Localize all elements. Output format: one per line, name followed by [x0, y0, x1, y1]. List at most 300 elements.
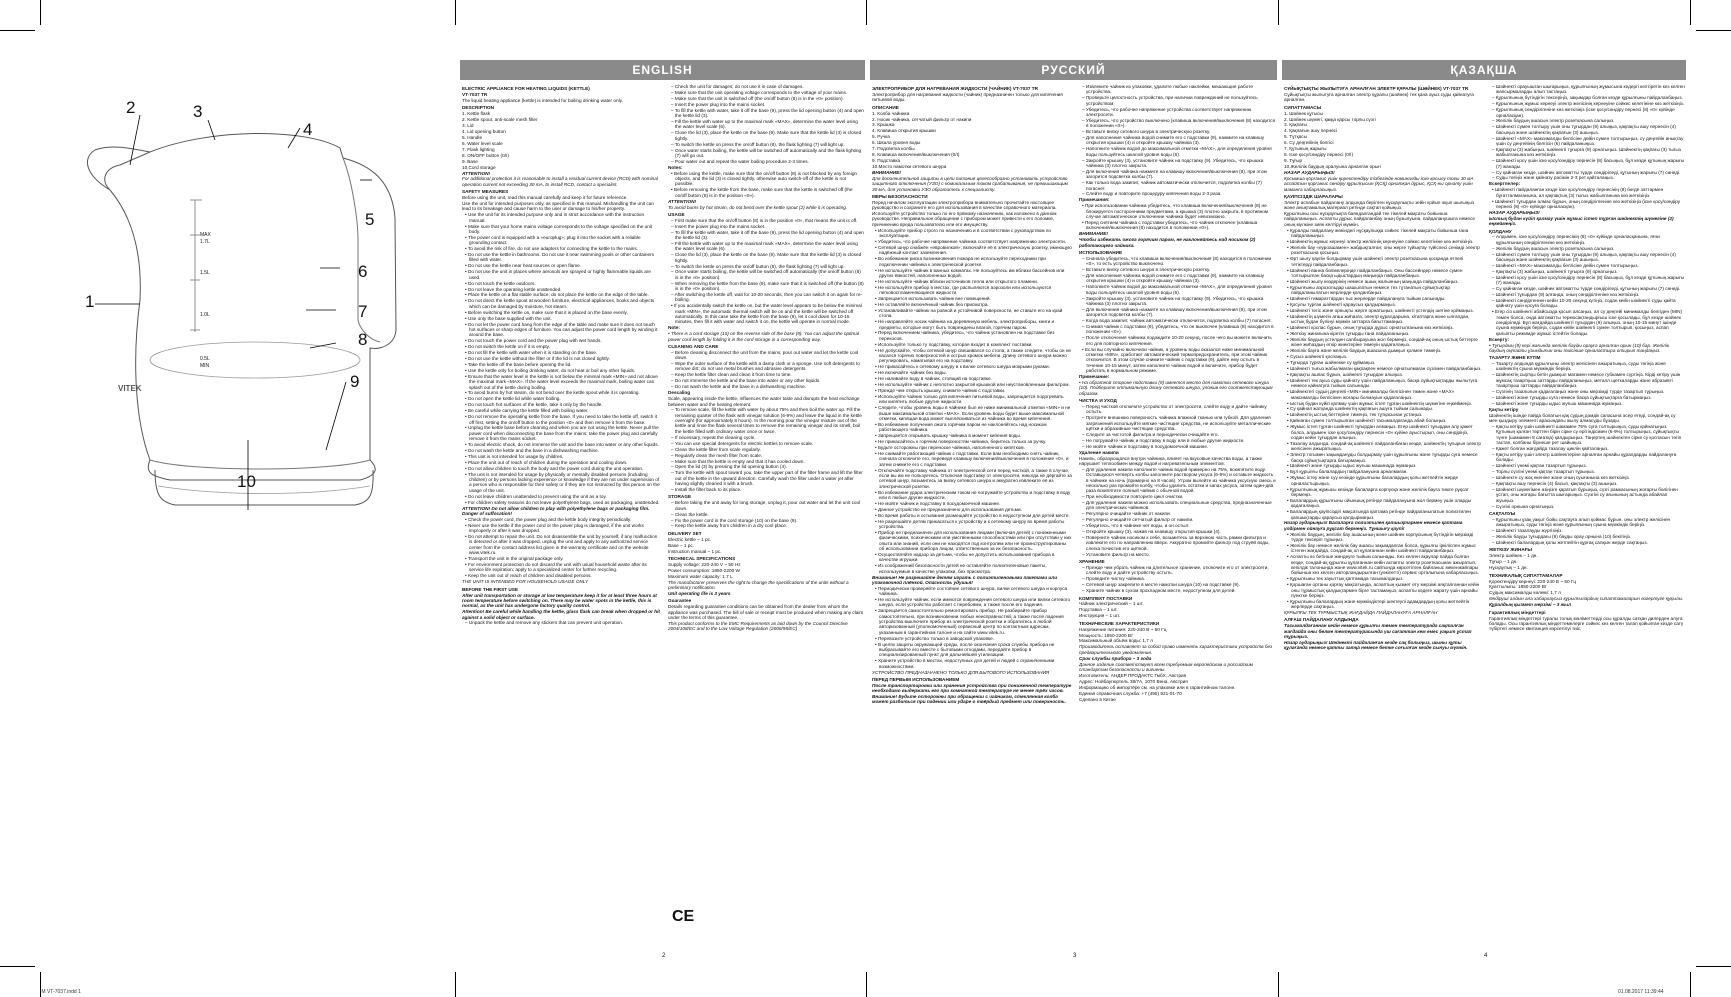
- kazakh-col-2: [1489, 84, 1685, 956]
- paragraph: – Шәйнекті шүмегімен өзіңізге қаратып бұрыңыз, сүзгі рамкасының жоғарғы бөлігінен ұстап, оны жоғары бағытта шығарыңыз. Сүзгіні су ағынының астында абайлап жуыңыз.: [1492, 487, 1678, 503]
- paragraph: Гарантиялық міндеттері туралы толық мәліметтерді осы құралды сатқан дилерден алуға болады. Осы гарантиялық міндеттемелерге сәйкес кез келген талап қойылған кезде сату түбіртегі немесе квитанция көрсетілуі тиіс.: [1489, 615, 1684, 632]
- paragraph: • Тұғырдың (9) кері жағында желілік бауды орауға арналған орын (10) бар. Желілік баудың оңтайлы ұзындығын оны тиісінше орналастыра отырып таңдаңыз.: [1489, 342, 1670, 353]
- crop-mark: [455, 0, 456, 25]
- paragraph: – Do not immerse the kettle and the base into water or any other liquids.: [671, 378, 821, 384]
- paragraph: – Шәйнекті орауыштан шығарыңыз, құрылғының жұмысына кедергі келтіретін кез келген жапсырмаларды алып тастаңыз.: [1492, 84, 1685, 95]
- callout-3: 3: [193, 102, 203, 121]
- paragraph: – Следите за чистотой фильтра и периодически очищайте его.: [1082, 431, 1219, 437]
- page-illustration: [40, 40, 455, 960]
- paragraph: • Do not switch the kettle on if it is empty.: [465, 344, 550, 350]
- section-heading: SAFETY MEASURES: [462, 189, 509, 195]
- brand-logo: VITEK: [118, 384, 142, 393]
- paragraph: • Do not leave the operating kettle unattended.: [465, 286, 562, 292]
- paragraph: ATTENTION!: [462, 170, 491, 176]
- paragraph: – Наполните чайник водой до максимальной отметки «MAX», для определения уровня воды пользуйтесь шкалой уровня воды (6).: [1082, 284, 1272, 295]
- paragraph: – Once water starts boiling, the kettle will be switched off automatically (the on/off button (8) is in the «0» position).: [671, 269, 861, 280]
- paragraph: Чайник электрический – 1 шт.: [1079, 601, 1144, 607]
- paragraph: • Желілік баудың, желілік бау ашасының және шәйнек корпусының бүтіндігін мерзімді түрде тексеріп тұрыңыз.: [1287, 531, 1474, 543]
- paragraph: • Do not fill the kettle with water when it is standing on the base.: [465, 350, 598, 356]
- paragraph: 4. Lid opening button: [462, 128, 506, 134]
- paragraph: – Алдымен, іске қосу/сөндіру пернесінің (8) «0» күйінде орналасқанына, яғни құрылғының сөндірілгеніне көз жеткізіңіз.: [1492, 234, 1660, 245]
- paragraph: – Fix the power cord in the cord storage (10) on the base (9).: [671, 517, 798, 523]
- paragraph: 10.Cord storage: [462, 164, 496, 170]
- paragraph: – Не мойте чайник и подставку в посудомоечной машине.: [1082, 443, 1209, 449]
- paragraph: THE UNIT IS INTENDED FOR HOUSEHOLD USAGE ONLY: [462, 579, 589, 585]
- paragraph: • Do not open the kettle lid while water boiling.: [465, 396, 561, 402]
- paragraph: Power consumption: 1850-2200 W: [668, 567, 740, 573]
- section-heading: USAGE: [668, 211, 685, 217]
- section-heading: ELECTRIC APPLIANCE FOR HEATING LIQUIDS (KETTLE): [462, 86, 590, 91]
- paragraph: Данное изделие соответствует всем требуемым европейским и российским стандартам безопасности и гигиены.: [1079, 661, 1253, 672]
- paragraph: • Бұл құрылғы балалардың пайдалануына арналмаған.: [1287, 469, 1408, 475]
- paragraph: – Поверните чайник носиком к себе, возьмитесь за верхнюю часть рамки фильтра и извлеките его по направлению вверх. Аккуратно промойте фильтр под струёй воды, слегка почистив его щёткой.: [1082, 535, 1270, 551]
- paragraph: Ескертпелер:: [1489, 181, 1521, 187]
- paragraph: – Check the unit for damages; do not use it in case of damages.: [671, 84, 804, 89]
- paragraph: • Не оставляйте включённый чайник без присмотра.: [875, 301, 989, 307]
- paragraph: – To switch the kettle on press the on/off button (8), the flask lighting (7) will light up.: [671, 141, 845, 147]
- section-heading: СИПАТТАМАСЫ: [1284, 104, 1322, 110]
- paragraph: – Желілік баудың ашасын электр розеткасына салыңыз.: [1492, 245, 1615, 251]
- paragraph: • Құрылғыны тек зауыттық қаптамада тасымалдаңыз.: [1287, 576, 1404, 582]
- paragraph: Электр шәйнек – 1 дн.: [1489, 553, 1538, 559]
- paragraph: Ыстық будан күйіп қалмау үшін жұмыс істеп тұрған шәйнектің шүмегіне (2) еңкеймеңіз.: [1489, 215, 1674, 227]
- paragraph: Тасымалдағаннан кейін немесе құрылғы төмен температурада сақталған жағдайда оны бөлме температурасында үш сағаттан кем емес уақыт ұстап тұрыңыз.: [1284, 623, 1472, 640]
- paragraph: • Шәйнекті тек ауыз суды қайнату үшін пайдаланыңыз, басқа сұйықтықтарды жылытуға немесе қайнатуға тыйым салынады.: [1287, 377, 1478, 389]
- paragraph: – Для включения чайника нажмите на клавишу включения/выключения (8), при этом загорится подсветка колбы (7).: [1082, 168, 1267, 180]
- paragraph: – Сүзгіні орнына орнатыңыз.: [1492, 503, 1555, 509]
- paragraph: – Проведите чистку чайника.: [1082, 576, 1146, 582]
- section-heading: ҚОЛДАНУ: [1489, 228, 1512, 234]
- paragraph: 10.Желілік баудың оралуына арналған орын: [1284, 164, 1381, 169]
- crop-mark: [1278, 972, 1279, 997]
- paragraph: • Запрещается открывать крышку чайника в момент кипения воды.: [875, 433, 1022, 439]
- paragraph: Details regarding guarantee conditions can be obtained from the dealer from whom the appliance was purchased. The bill of sale or receipt must be produced when making any claim under the terms of this guarantee.: [668, 604, 864, 620]
- section-heading: КОМПЛЕКТ ПОСТАВКИ: [1079, 595, 1133, 601]
- paragraph: – Храните чайник в сухом прохладном месте, недоступном для детей.: [1082, 588, 1236, 594]
- paragraph: 8. Іске қосу/сөндіру пернесі (0/I): [1284, 152, 1354, 158]
- paragraph: ATTENTION! Do not allow children to play with polyethylene bags or packaging film. Danger of suffocation!: [462, 505, 650, 516]
- paragraph: • Запрещается использовать чайник вне помещений.: [875, 296, 991, 302]
- paragraph: – To fill the kettle with water, take it off the base (9), press the lid opening button (4) and open the kettle lid (3).: [671, 107, 864, 119]
- paragraph: • Шәйнекті пайдаланған кезде іске қосу/сөндіру пернесінің (8) бөгде заттармен бұғатталмағанына, ал қақпақтың (3) тығыз жабылғанына көз жеткізіңіз.: [1492, 187, 1664, 198]
- paragraph: 7. Құтының жарығы: [1284, 146, 1327, 152]
- paragraph: 3. Крышка: [872, 122, 895, 128]
- scale-17: 1.7L: [200, 239, 210, 245]
- paragraph: – Суды төгіңіз және қайнату рәсімін 2-3 рет қайталаңыз.: [1492, 175, 1614, 181]
- paragraph: Напряжение питания: 220-240 В ~ 50 Гц: [1079, 626, 1167, 632]
- paragraph: – Шәйнекті тұғырдан (9) алғанда, оның сөндірілгеніне көз жеткізіңіз.: [1492, 292, 1640, 298]
- paragraph: • To avoid electric shock, do not immerse the unit and the base into water or any other liquids.: [465, 442, 659, 448]
- paragraph: – Извлеките чайник из упаковки, удалите любые наклейки, мешающие работе устройства.: [1082, 84, 1253, 95]
- paragraph: – Откройте крышку (3), нажав на клавишу открытия крышки (4).: [1082, 529, 1221, 535]
- paragraph: – Open the lid (3) by pressing the lid opening button (4).: [671, 464, 787, 470]
- section-heading: TECHNICAL SPECIFICATIONS: [668, 555, 736, 561]
- paragraph: Срок службы прибора – 3 года: [1079, 655, 1152, 661]
- kazakh-page-number: 4: [1484, 953, 1488, 959]
- russian-col-1: [872, 84, 1072, 956]
- russian-col-2: [1079, 84, 1276, 956]
- paragraph: – Қақпақты ашу пернесін (4) басып, қақпақты (3) ашыңыз.: [1492, 481, 1618, 487]
- paragraph: • Используйте чайник только для кипячения питьевой воды, запрещается подогревать или кипятить любые другие жидкости.: [875, 394, 1064, 405]
- paragraph: • Жұмыс істеп тұрған шәйнекті тұғырдан алмаңыз. Егер шәйнекті тұғырдан алу қажет болса, алдымен іске қосу/сөндіру пернесін «0» күйіне ауыстырып, оны сөндіріңіз, содан кейін тұғырдан алыңыз.: [1287, 424, 1473, 440]
- paragraph: – Құрылғының жұмыс кернеуі электр желісінің кернеуіне сәйкес келетініне көз жеткізіңіз.: [1492, 101, 1685, 107]
- paragraph: Қосымша қорғаныс үшін қоректендіру тізбегінде номиналды іске қосылу тогы 30 мА аспайтын қорғаныс сөндіру құрылғысын (ҚСҚ) орнатқан дұрыс, ҚСҚ-ны орнату үшін маманға хабарласыңыз.: [1284, 175, 1474, 192]
- paragraph: Unit operating life is 3 years: [668, 590, 731, 596]
- paragraph: ҚҰРЫЛҒЫ ТЕК ТҰРМЫСТЫҚ ЖАҒДАЙДА ПАЙДАЛАНУҒА АРНАЛҒАН: [1284, 610, 1438, 616]
- paragraph: • Do not use the kettle near heat sources or open flame.: [465, 263, 582, 269]
- paragraph: – Insert the power plug into the mains socket.: [671, 223, 766, 229]
- paragraph: – Наполните чайник водой до максимальной отметки «MAX», для определения уровня воды пользуйтесь шкалой уровня воды (6).: [1082, 146, 1272, 157]
- section-heading: ЧИСТКА И УХОД: [1079, 397, 1117, 403]
- paragraph: – Для наполнения чайника водой снимите его с подставки (9), нажмите на клавишу открытия крышки (4) и откройте крышку чайника (3).: [1082, 273, 1265, 284]
- paragraph: Instruction manual – 1 pc.: [668, 548, 722, 554]
- paragraph: 2. Kettle spout, anti-scale mesh filter: [462, 117, 538, 123]
- paragraph: Notes:: [668, 164, 683, 170]
- paragraph: Назар аударыңыз! Балаларға полиэтилен қапшықтармен немесе қаптама үлдірмен ойнауға рұқсат бермеңіз. Тұншығу қаупі!: [1284, 520, 1463, 531]
- scale-min: MIN: [200, 363, 210, 369]
- paragraph: Перед началом эксплуатации электроприбора внимательно прочитайте настоящее руководство и сохраните его для использования в качестве справочного материала.: [872, 199, 1057, 211]
- paragraph: Supply voltage: 220-240 V ~ 50 Hz: [668, 561, 741, 567]
- paragraph: • На обратной стороне подставки (9) имеется место для намотки сетевого шнура (10). Подберите оптимальную длину сетевого шнура, уложив его соответствующим образом.: [1079, 379, 1273, 396]
- paragraph: For additional protection it is reasonable to install a residual current device (RCD) with nominal operation current not exceeding 30 mA, to install RCD, contact a specialist.: [462, 176, 658, 187]
- paragraph: Накипь, образующаяся внутри чайника, влияет на вкусовые качества воды, а также нарушает теплообмен между водой и нагревательным элементом.: [1079, 455, 1263, 466]
- paragraph: • Не используйте чайник, если имеются повреждения сетевого шнура или вилки сетевого шнура, если устройство работает с перебоями, а также после его падения.: [875, 597, 1071, 608]
- paragraph: – Для удаления накипи можно использовать специальные средства, предназначенные для электрических чайников.: [1082, 500, 1272, 511]
- paragraph: • To avoid the risk of fire, do not use adapters for connecting the kettle to the mains.: [465, 246, 639, 252]
- paragraph: • Не прикасайтесь к горячим поверхностям чайника, беритесь только за ручку.: [875, 439, 1047, 445]
- paragraph: • Во избежание получения ожога горячим паром не наклоняйтесь над носиком работающего чайника.: [875, 421, 1047, 433]
- section-heading: МЕРЫ БЕЗОПАСНОСТИ: [872, 193, 928, 199]
- crop-mark: [1690, 0, 1691, 25]
- paragraph: • Қақпақты ашпас бұрын, шәйнекті тұғырдан алыңыз.: [1287, 372, 1403, 378]
- paragraph: – Pour water out and repeat the water boiling procedure 2-3 times.: [671, 158, 809, 164]
- paragraph: 6. Шкала уровня воды: [872, 140, 921, 146]
- paragraph: • Желілік баудың үстелден салбырауына жол бермеңіз, сондай-ақ оның ыстық беттерге және жиһаздың өткір жиектеріне тимеуін қадағалаңыз.: [1287, 337, 1478, 348]
- paragraph: • Take the kettle off the base before opening the lid.: [465, 361, 572, 367]
- paragraph: • Перед включением чайника, убедитесь, что чайник установлен на подставке без перекосов.: [875, 330, 1055, 341]
- paragraph: 4. Қақпағын ашу пернесі: [1284, 128, 1338, 134]
- paragraph: Қуаттылығы: 1850-2200 Вт: [1489, 584, 1547, 590]
- paragraph: • Не снимайте работающий чайник с подставки. Если вам необходимо снять чайник, сначала отключите его, переведя клавишу включения/выключения в положение «0», и затем снимите его с подставки.: [875, 451, 1069, 467]
- paragraph: Мощность: 1850-2200 Вт: [1079, 632, 1133, 638]
- scale-max: MAX: [200, 232, 211, 238]
- section-heading: ЖЕТКІЗУ ЖИНАҒЫ: [1489, 547, 1532, 553]
- paragraph: • There is a cord storage (10) on the reverse side of the base (9). You can adjust the optimal power cord length by folding it in the cord storage in a corresponding way.: [668, 331, 859, 342]
- paragraph: • Храните устройство в местах, недоступных для детей и людей с ограниченными возможностями.: [875, 658, 1055, 669]
- paragraph: – Регулярно очищайте сетчатый фильтр от накипи.: [1082, 517, 1194, 523]
- paragraph: • Place the kettle on a flat stable surface; do not place the kettle on the edge of the table.: [465, 292, 649, 298]
- paragraph: – Убедитесь, что в чайнике нет воды, и он остыл.: [1082, 523, 1190, 529]
- paragraph: Electric kettle – 1 pc.: [668, 536, 712, 542]
- paragraph: • Keep the unit out of reach of children and disabled persons.: [465, 573, 592, 579]
- paragraph: • Электр тогымен зақымдануды болдырмау үшін құрылғыны және тұғырды суға немесе басқа сұйықтықтарға батырмаңыз.: [1287, 452, 1478, 463]
- paragraph: • Не мойте чайник и подставку в посудомоечной машине.: [875, 500, 1001, 506]
- paragraph: – When removing the kettle from the base (9), make sure that it is switched off (the button (8) is in the «0» position).: [671, 280, 864, 292]
- paragraph: – Fill the kettle with water up to the maximal mark «MAX», determine the water level using the water level scale (6).: [671, 240, 858, 252]
- paragraph: Внимание! Будьте осторожны при обращении с чайником, стеклянная колба может разбиться при падении или ударе о твёрдый предмет или поверхность.: [872, 694, 1066, 705]
- paragraph: – Перед чисткой отключите устройство от электросети, слейте воду и дайте чайнику остыть.: [1082, 403, 1267, 415]
- crop-mark: [0, 30, 35, 31]
- paragraph: Қоректендіру кернеуі: 220-240 В ~ 50 Гц: [1489, 578, 1577, 584]
- paragraph: • Be careful while carrying the kettle filled with boiling water.: [465, 408, 589, 414]
- footer-timestamp: 01.08.2017 11:39:44: [1618, 989, 1664, 995]
- paragraph: 7. Flask lighting: [462, 146, 495, 152]
- paragraph: 9. Base: [462, 158, 478, 164]
- paragraph: • Ensure that the water level in the kettle is not below the minimal mark «MIN» and not above the maximal mark «MAX». If the water level exceeds the maximal mark, boiling water can splash out of the kettle during boiling.: [465, 373, 658, 390]
- paragraph: – Су қайнаған кезде, шәйнек автоматты түрде сөндіріледі, құтының жарығы (7) сөнеді.: [1492, 169, 1681, 175]
- paragraph: – Вставьте вилку сетевого шнура в электрическую розетку.: [1082, 129, 1211, 135]
- paragraph: • Не используйте чайник вблизи источников тепла или открытого пламени.: [875, 278, 1039, 284]
- paragraph: After unit transportation or storage at low temperature keep it for at least three hours at room temperature before switching on. There may be water spots in the kettle, this is normal, as the unit has undergone factory quality control.: [462, 592, 657, 609]
- paragraph: • Во время работы и остывания размещайте устройство в недоступном для детей месте.: [875, 512, 1070, 518]
- paragraph: Судың максималды көлемі: 1,7 л: [1489, 590, 1561, 596]
- paragraph: Информацию об импортёре см. на упаковке или в гарантийном талоне.: [1079, 684, 1236, 690]
- paragraph: – Когда вода закипит, чайник автоматически отключится, подсветка колбы (7) погаснет.: [1082, 318, 1272, 324]
- paragraph: • Құрылғыны аэрозольдар шашылатын немесе тез тұтанатын сұйықтықтар пайдаланылатын жерлерде қолданбаңыз.: [1287, 284, 1451, 296]
- paragraph: • The unit is not intended for usage by physically or mentally disabled persons (including children) or by persons lacking experience or knowledge if they are not under supervision of a person who is responsible for their safety or if they are not instructed by this person on the usage of the unit.: [465, 471, 660, 493]
- paragraph: Нұсқаулық – 1 дн.: [1489, 565, 1528, 571]
- paragraph: – Регулярно очищайте чайник от накипи.: [1082, 511, 1171, 517]
- paragraph: • For children safety reasons do not leave polyethylene bags, used as packaging, unattended.: [465, 499, 660, 505]
- paragraph: – Шәйнекті сумен толтыру үшін оны тұғырдан (9) алыңыз, қақпақты ашу пернесін (4) басыңыз және шәйнектің қақпағын (3) ашыңыз.: [1492, 251, 1676, 262]
- paragraph: • To avoid burns by hot steam, do not bend over the kettle spout while it is operating.: [465, 390, 640, 396]
- paragraph: • If you accidentally switch the kettle on, but the water level appears to be below the minimal mark «MIN», the automatic thermal switch will be on and the kettle will be switched off automatically. In this case take the kettle from the base (9), let it cool down for 10-15 minutes, then fill it with water and switch it on, the kettle will operate in normal mode.: [671, 303, 862, 325]
- kazakh-col-1: [1284, 84, 1482, 956]
- crop-mark: [1690, 972, 1691, 997]
- paragraph: 10.Место намотки сетевого шнура: [872, 164, 947, 169]
- paragraph: • Прежде чем открыть крышку, снимите чайник с подставки.: [875, 388, 1006, 394]
- section-heading: ЭЛЕКТРОПРИБОР ДЛЯ НАГРЕВАНИЯ ЖИДКОСТИ (ЧАЙНИК) VT-7037 TR: [872, 86, 1038, 91]
- paragraph: • Шәйнектегі судың деңгейі «MIN» минималды белгісінен төмен және «MAX» максималды белгісінен жоғары болмауын қадағалаңыз.: [1287, 389, 1455, 400]
- paragraph: • Используйте только ту подставку, которая входит в комплект поставки.: [875, 341, 1033, 347]
- paragraph: • Қайнаған сумен толтырылған шәйнекті тасымалдағанда абай болыңыз.: [1287, 418, 1447, 424]
- paragraph: 7. Подсветка колбы: [872, 146, 915, 152]
- paragraph: – Құрылғының бүтіндігін тексеріңіз, зақымдар болған кезде құрылғыны пайдаланбаңыз.: [1492, 95, 1683, 101]
- paragraph: • The power cord is equipped with a «europlug»; plug it into the socket with a reliable grounding contact.: [465, 234, 641, 246]
- paragraph: Note:: [668, 325, 680, 331]
- paragraph: – Сначала убедитесь, что клавиша включения/выключения (8) находится в положении «0», то есть устройство выключено.: [1082, 255, 1272, 267]
- paragraph: – Проверьте целостность устройства, при наличии повреждений не пользуйтесь устройством.: [1082, 95, 1258, 106]
- paragraph: – To remove scale, fill the kettle with water by about 75% and then boil the water up. Fill the remaining quarter of the flask with vinegar solution (6-9%) and leave the liquid in the kettle overnight (for approximately 8 hours). In the morning pour the vinegar mixture out of the kettle and rinse the flask several times to remove the remaining vinegar and its smell, boil the kettle filled with ordinary water once or twice.: [671, 407, 862, 434]
- paragraph: • Unplug the kettle base before cleaning and when you are not using the kettle. Never pull the power cord when disconnecting the base from the mains; take the power plug and carefully remove it from the mains socket.: [465, 425, 659, 442]
- section-heading: CLEANING AND CARE: [668, 343, 719, 349]
- crop-mark: [866, 0, 867, 25]
- paragraph: 9. Подставка: [872, 158, 901, 164]
- paragraph: – Clean the kettle filter from scale regularly.: [671, 446, 761, 452]
- paragraph: Используйте устройство только по его прямому назначению, как изложено в данном руководстве. Неправильное обращение с прибором может привести к его поломке, причинению вреда пользователю или его имуществу.: [872, 211, 1057, 227]
- paragraph: – Шәйнекті үнемі қақтан тазартып тұрыңыз.: [1492, 463, 1587, 469]
- paragraph: – Сүзгінің тазалығын қадағалаңыз және оны мерзімді түрде тазартып тұрыңыз.: [1492, 389, 1665, 395]
- paragraph: – Keep the kettle filter clean and clean it from time to time.: [671, 372, 792, 378]
- crop-mark: [455, 972, 456, 997]
- paragraph: • Су қайнап жатқанда шәйнектің қақпағын ашуға тыйым салынады.: [1287, 406, 1434, 412]
- paragraph: Қақты кетіру: [1489, 406, 1519, 412]
- section-heading: ТЕХНИЧЕСКИЕ ХАРАКТЕРИСТИКИ: [1079, 620, 1160, 626]
- paragraph: • В целях защиты окружающей среды, после окончания срока службы прибора не выбрасывайте его вместе с бытовыми отходами, передайте прибор в специализированный пункт для дальнейшей утилизации.: [875, 641, 1055, 658]
- paragraph: – Су қайнаған кезде, шәйнек автоматты түрде сөндіріледі, құтының жарығы (7) сөнеді.: [1492, 286, 1681, 292]
- section-heading: DESCRIPTION: [462, 105, 495, 111]
- paragraph: • Во избежание удара электрическим током не погружайте устройство и подставку в воду или в любые другие жидкости.: [875, 489, 1071, 500]
- paragraph: Сделано в Китае: [1079, 696, 1116, 702]
- paragraph: – Fill the kettle with water up to the maximal mark «MAX», determine the water level using the water level scale (6).: [671, 119, 858, 130]
- paragraph: 1. Kettle flask: [462, 111, 491, 117]
- callout-9: 9: [350, 372, 360, 391]
- paragraph: • Use the unit for its intended purpose only and in strict accordance with the instruction manual.: [465, 212, 645, 223]
- paragraph: • Do not wash the kettle and the base in a dishwashing machine.: [465, 448, 600, 454]
- paragraph: Назар аударыңыз! Шәйнекті пайдаланған кезде сақ болыңыз, шыны құты құлағанда немесе қатты затқа немесе бетке соғылған кезде сынуы мүмкін.: [1284, 640, 1468, 651]
- paragraph: • Егер сіз шәйнекті абайсызда қосып алсаңыз, ал су деңгейі минималды белгіден (MIN) төмен болса, онда автоматты термосақтандырғыш іске қосылады, бұл кезде шәйнек сөндіріледі. Бұл жағдайда шәйнекті тұғырдан (9) алыңыз, оның 10-15 минут ішінде суына мүмкіндік беріңіз, содан кейін шәйнекті сумен толтырып, қосыңыз, аспап қалыпты режимде жұмыс істейтін болады.: [1492, 309, 1683, 336]
- paragraph: – Make sure that the kettle is empty and that it has cooled down.: [671, 458, 805, 464]
- paragraph: ATTENTION!: [668, 198, 697, 204]
- paragraph: • Шәйнекті ғимараттардан тыс жерлерде пайдалануға тыйым салынады.: [1287, 296, 1446, 302]
- section-heading: Guarantee: [668, 598, 692, 604]
- paragraph: – Қажет болған жағдайда тазалау циклін қайталаңыз.: [1492, 446, 1609, 452]
- paragraph: VT-7037 TR: [462, 91, 488, 97]
- paragraph: – Clean the kettle.: [671, 511, 709, 517]
- paragraph: – Before cleaning disconnect the unit from the mains, pour out water and let the kettle cool down.: [671, 349, 859, 361]
- callout-2: 2: [126, 98, 136, 117]
- paragraph: – Убедитесь, что рабочее напряжение устройства соответствует напряжению электросети.: [1082, 106, 1252, 117]
- paragraph: • Check the power cord, the power plug and the kettle body integrity periodically.: [465, 516, 632, 522]
- paragraph: – Before taking the unit away for long storage, unplug it, pour out water and let the unit cool down.: [671, 500, 861, 511]
- paragraph: Attention! Be careful while handling the kettle, glass flask can break when dropped or hit against a solid object or surface.: [462, 609, 660, 620]
- paragraph: • Тұғырда тұрған шәйнекке су құймаңыз.: [1287, 360, 1376, 366]
- callout-6: 6: [358, 262, 368, 281]
- paragraph: – Keep the kettle away from children in a dry cool place.: [671, 523, 788, 529]
- paragraph: • Используйте прибор строго по назначению и в соответствии с руководством по эксплуатации.: [875, 227, 1052, 239]
- paragraph: • Ыстық будан күйіп қалмау үшін жұмыс істеп тұрған шәйнектің шүмегіне еңкеймеңіз.: [1287, 400, 1472, 406]
- paragraph: • This unit is not intended for usage by children.: [465, 453, 564, 459]
- paragraph: – You can use special detergents for electric kettles to remove scale.: [671, 440, 814, 446]
- paragraph: – Құрылғының сөндірілгеніне көз жеткізіңіз (іске қосу/сөндіру пернесі (8) «0» күйінде орналасқан).: [1492, 107, 1675, 118]
- paragraph: Құралдың қызмет мерзімі – 3 жыл: [1489, 602, 1572, 608]
- section-heading: DELIVERY SET: [668, 530, 702, 536]
- paragraph: • Не используйте прибор в местах, где распыляются аэрозоли или используются легковоспламеняющиеся жидкости.: [875, 284, 1052, 296]
- paragraph: • Аспапты өз бетінше жөндеуге тыйым салынады. Кез келген ақаулар пайда болған кезде, сондай-ақ құрылғы құлағаннан кейін аспапты электр розеткасынан ажыратып, кепілдік талонында және www.vitek.ru сайтында көрсетілген байланыс мекенжайлары бойынша кез келген авторландырылған (уәкілетті) сервис орталығына хабарласыңыз.: [1287, 554, 1479, 576]
- paragraph: – Шәйнектің сыртқы бетін дымқыл матамен немесе губкамен сүртіңіз. Кірді кетіру үшін жұмсақ тазартқыш заттарды пайдаланыңыз, металл щеткаларды және абразивті тазартқыш заттарды пайдаланбаңыз.: [1492, 372, 1681, 389]
- paragraph: • Шәйнекті қоспас бұрын, оның тұғырда дұрыс орнатылғанына көз жеткізіңіз.: [1287, 325, 1454, 331]
- kettle-illustration: [40, 40, 455, 960]
- paragraph: Ескерту:: [1489, 336, 1510, 342]
- paragraph: • Осуществляйте надзор за детьми, чтобы не допустить использования прибора в качестве игрушки.: [875, 551, 1055, 563]
- paragraph: – Для включения чайника нажмите на клавишу включения/выключения (8), при этом загорится подсветка колбы (7).: [1082, 306, 1267, 318]
- paragraph: НАЗАР АУДАРЫҢЫЗ!: [1489, 209, 1540, 215]
- paragraph: 8. ON/OFF button (0/I): [462, 152, 509, 158]
- english-col-1: [462, 84, 661, 956]
- paragraph: – Do not wash the kettle and the base in a dishwashing machine.: [671, 384, 806, 390]
- paragraph: • Не используйте чайник с неплотно закрытой крышкой или неустановленным фильтром.: [875, 382, 1070, 388]
- section-heading: АЛҒАШ ПАЙДАЛАНУ АЛДЫНДА: [1284, 617, 1359, 623]
- paragraph: • Never use the kettle if the power cord or the power plug is damaged, if the unit works improperly or after it was dropped.: [465, 522, 644, 534]
- paragraph: • Балалардың құрылғыны ойыншық ретінде пайдалануына жол бермеу үшін оларды қадағалаңыз.: [1287, 497, 1472, 509]
- paragraph: После транспортировки или хранения устройства при пониженной температуре необходимо выдержать его при комнатной температуре не менее трёх часов.: [872, 682, 1072, 694]
- scale-05: 0.5L: [200, 356, 210, 362]
- paragraph: – Шәйнекті және тұғырды ыдыс жуғыш машинада жумаңыз.: [1492, 400, 1623, 406]
- paragraph: • Не допускайте, чтобы сетевой шнур свешивался со стола, а также следите, чтобы он не касался горячих поверхностей и острых кромок мебели. Длину сетевого шнура можно регулировать, наматывая его на подставку.: [875, 347, 1072, 364]
- paragraph: – Установите фильтр на место.: [1082, 551, 1150, 557]
- paragraph: Производитель оставляет за собой право изменять характеристики устройств без предварительного уведомления.: [1079, 644, 1273, 655]
- paragraph: – Шәйнекті тазалауды жүргізіңіз.: [1492, 528, 1563, 534]
- paragraph: Descaling: [668, 390, 691, 396]
- paragraph: 6. Су деңгейінің белгісі: [1284, 140, 1334, 146]
- paragraph: • Do not use the unit in places where aerosols are sprayed or highly flammable liquids are used.: [465, 269, 651, 280]
- paragraph: 5. Тұтқасы: [1284, 134, 1307, 140]
- paragraph: • Устанавливайте чайник на ровной и устойчивой поверхности, не ставьте его на край стола.: [875, 307, 1063, 319]
- paragraph: – Шәйнекті «MAX» максималды белгісіне дейін сумен толтырыңыз, су деңгейін анықтау үшін су деңгейінің белгісін (6) пайдаланыңыз.: [1492, 135, 1684, 146]
- paragraph: – First make sure that the on/off button (8) is in the position «0», that means the unit is off.: [671, 217, 858, 223]
- paragraph: • Do not touch the power cord and the power plug with wet hands.: [465, 338, 602, 344]
- paragraph: Электроприбор для нагревания жидкости (чайник) предназначен только для кипячения питьевой воды.: [872, 91, 1063, 103]
- paragraph: – Шәйнекті сөндіргеннен кейін 10-20 секунд күтіңіз, содан кейін шәйнекті суды қайта қайнату үшін қосуға болады.: [1492, 297, 1676, 309]
- english-header: ENGLISH: [460, 60, 865, 80]
- paragraph: 9. Тұғыр: [1284, 158, 1303, 164]
- paragraph: Before using the unit, read this manual carefully and keep it for future reference.: [462, 195, 628, 201]
- section-heading: ОПИСАНИЕ: [872, 104, 899, 110]
- paragraph: Внимание! Не разрешайте детям играть с полиэтиленовыми пакетами или упаковочной плёнкой. Опасность удушья!: [872, 574, 1058, 585]
- paragraph: – Install the filter back to its place.: [671, 487, 742, 492]
- paragraph: 2. Шәйнек шүмегі, қаққа қарсы торлы сүзгі: [1284, 116, 1376, 122]
- paragraph: – Для удаления накипи наполните чайник водой примерно на 75%, вскипятите воду. Оставшуюся четверть колбы заполните раствором уксуса (6-9%) и оставьте жидкость в чайнике на ночь (примерно на 8 часов). Утром вылейте из чайника уксусную смесь и несколько раз промойте колбу, чтобы удалить остатки и запах уксуса, затем один-два раза вскипятите полный чайник с обычной водой.: [1082, 466, 1276, 494]
- paragraph: • Шәйнекті тұғырдан алмас бұрын, оның сөндірілгеніне көз жеткізіңіз (іске қосу/сөндіру пернесі (8) «0» күйінде орналасқан).: [1492, 198, 1681, 209]
- crop-mark: [40, 0, 41, 25]
- paragraph: Для дополнительной защиты в цепи питания целесообразно установить устройство защитного отключения (УЗО) с номинальным током срабатывания, не превышающим 30 мА, для установки УЗО обратитесь к специалисту.: [872, 175, 1068, 192]
- callout-7: 7: [358, 302, 368, 321]
- paragraph: Адрес: Нойбаугюртель 38/7А, 1070 Вена, Австрия: [1079, 678, 1188, 684]
- paragraph: • Шәйнекті жылу көздерінің немесе ашық жалынның маңында пайдаланбаңыз.: [1287, 278, 1459, 284]
- paragraph: • Қосулы тұрған шәйнекті қараусыз қалдырмаңыз.: [1287, 301, 1396, 307]
- paragraph: • Из соображений безопасности детей не оставляйте полиэтиленовые пакеты, используемые в качестве упаковки, без присмотра.: [875, 563, 1047, 574]
- paragraph: – Убедитесь, что устройство выключено (клавиша включения/выключения (8) находится в положении «0»).: [1082, 117, 1276, 129]
- paragraph: – Шәйнекті сумен толтыру үшін оны тұғырдан (9) алыңыз, қақпақты ашу пернесін (4) басыңыз және шәйнектің қақпағын (3) ашыңыз.: [1492, 124, 1676, 135]
- paragraph: • Do not remove the operating kettle from the base. If you need to take the kettle off, switch it off first, setting the on/off button to the position «0» and then remove it from the base.: [465, 414, 658, 425]
- paragraph: – Слейте воду и повторите процедуру кипячения воды 2-3 раза.: [1082, 191, 1222, 197]
- paragraph: – Қақпақты (3) жабыңыз, шәйнекті тұғырға (9) орнатыңыз.: [1492, 268, 1618, 274]
- paragraph: – To fill the kettle with water, take it off the base (9), press the lid opening button (4) and open the kettle lid (3).: [671, 229, 864, 241]
- callout-8: 8: [358, 330, 368, 349]
- section-heading: СҰЙЫҚТЫҚТЫ ЖЫЛЫТУҒА АРНАЛҒАН ЭЛЕКТР ҚҰРАЛЫ (ШӘЙНЕК) VT-7037 TR: [1284, 86, 1469, 91]
- paragraph: Подставка – 1 шт.: [1079, 607, 1118, 613]
- section-heading: ҚАУІПСІЗДІК ШАРАЛАРЫ: [1284, 193, 1343, 199]
- paragraph: – Wipe the outer surface of the kettle with a damp cloth or a sponge. Use soft detergents to remove dirt; do not use metal brushes and abrasive detergents.: [671, 361, 860, 372]
- paragraph: • Не разрешайте детям прикасаться к устройству и к сетевому шнуру во время работы устройства.: [875, 518, 1065, 530]
- paragraph: • Перед снятием чайника с подставки убедитесь, что чайник отключен (клавиша включения/выключения (8) находится в положении «0»).: [1082, 219, 1258, 231]
- paragraph: • Жұмыс істеу және суу кезінде құрылғыны балалардың қолы жетпейтін жерде орналастырыңыз.: [1287, 475, 1459, 486]
- paragraph: Примечание:: [1079, 373, 1110, 379]
- paragraph: • Құралды пайдалану жөніндегі нұсқаулыққа сәйкес тікелей мақсаты бойынша ғана пайдаланыңыз.: [1287, 227, 1469, 239]
- paragraph: – Сетевой шнур закрепите в месте намотки шнура (10) на подставке (9).: [1082, 582, 1240, 588]
- paragraph: • При использовании чайника убедитесь, что клавиша включения/выключения (8) не блокируется посторонними предметами, а крышка (3) плотно закрыта, в противном случае автоматическое отключение чайника будет невозможно.: [1082, 203, 1269, 220]
- paragraph: • Do not attempt to repair the unit. Do not disassemble the unit by yourself, if any malfunction is detected or after it was dropped, unplug the unit and apply to any authorized service center from the contact address list given in the warranty certificate and on the website www.vitek.ru.: [465, 534, 658, 556]
- paragraph: Примечания:: [1079, 197, 1110, 203]
- section-heading: ИСПОЛЬЗОВАНИЕ: [1079, 249, 1123, 255]
- paragraph: Base – 1 pc.: [668, 542, 695, 548]
- paragraph: – Торлы сүзгіні үнемі қақтан тазартып тұрыңыз.: [1492, 469, 1595, 475]
- paragraph: • Данное устройство не предназначено для использования детьми.: [875, 506, 1022, 512]
- paragraph: – Close the lid (3), place the kettle on the base (9). Make sure that the kettle lid (3) is closed tightly.: [671, 252, 862, 263]
- paragraph: – Протрите внешнюю поверхность чайника влажной тканью или губкой. Для удаления загрязнений используйте мягкие чистящие средства, не используйте металлические щётки и абразивные чистящие средства.: [1082, 415, 1272, 431]
- paragraph: – Once water starts boiling, the kettle will be switched off automatically and the flask lighting (7) will go out.: [671, 147, 862, 158]
- paragraph: Инструкция – 1 шт.: [1079, 613, 1121, 619]
- paragraph: • Do not touch hot surfaces of the kettle, take it only by the handle.: [465, 402, 603, 408]
- paragraph: 3. Қақпағы: [1284, 122, 1307, 128]
- paragraph: 4. Клавиша открытия крышки: [872, 128, 936, 134]
- paragraph: • Use the kettle only for boiling drinking water, do not heat or boil any other liquids.: [465, 367, 636, 373]
- paragraph: – Қақпақты (3) жабыңыз, шәйнекті тұғырға (9) орнатыңыз. Шәйнектің қақпағы (3) тығыз жабылғанына көз жеткізіңіз.: [1492, 146, 1681, 158]
- paragraph: • Құрылғының жұмысы кезінде балаларға корпусқа және желілік бауға тиюге рұқсат бермеңіз.: [1287, 486, 1469, 497]
- paragraph: The liquid heating appliance (kettle) is intended for boiling drinking water only.: [462, 97, 623, 103]
- callout-10: 10: [237, 472, 256, 491]
- paragraph: Scale, appearing inside the kettle, influences the water taste and disrupts the heat exchange between water and the heating element.: [668, 396, 860, 407]
